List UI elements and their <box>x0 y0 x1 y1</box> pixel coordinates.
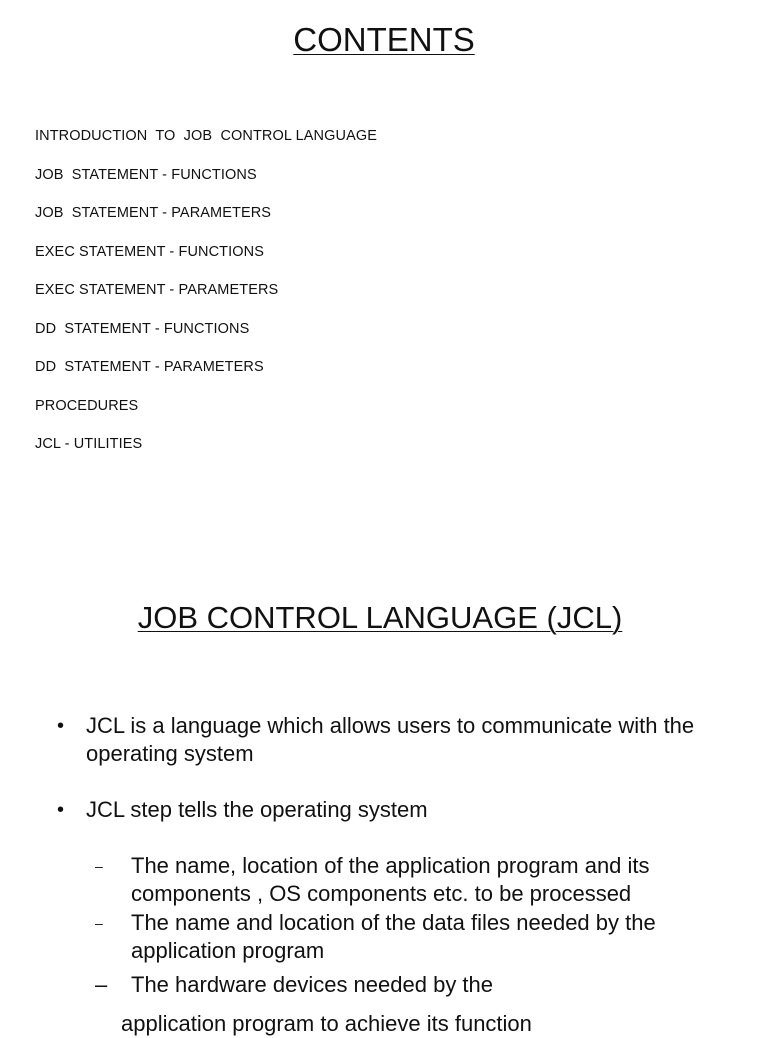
bullet-dot-icon: • <box>57 799 65 821</box>
contents-item: PROCEDURES <box>35 397 139 414</box>
bullet-text: JCL is a language which allows users to communicate with the operating system <box>86 713 695 766</box>
contents-item: DD STATEMENT - FUNCTIONS <box>35 320 250 337</box>
contents-item: JOB STATEMENT - FUNCTIONS <box>35 166 257 183</box>
contents-item: JOB STATEMENT - PARAMETERS <box>35 205 272 221</box>
sub-bullet-item <box>95 909 715 965</box>
jcl-slide <box>0 520 768 1036</box>
dash-icon: – <box>95 972 108 997</box>
contents-title: CONTENTS <box>293 21 475 58</box>
contents-item: INTRODUCTION TO JOB CONTROL LANGUAGE <box>35 128 378 144</box>
contents-list <box>35 124 377 471</box>
sub-bullet-text: The name and location of the data files needed by the application program <box>131 910 656 963</box>
continuation-text: application program to achieve its function <box>121 1011 532 1036</box>
bullet-item <box>57 796 717 824</box>
bullet-dot-icon: • <box>57 715 65 737</box>
dash-icon: – <box>95 858 103 874</box>
bullet-text: JCL step tells the operating system <box>86 797 428 822</box>
contents-item: JCL - UTILITIES <box>35 436 143 452</box>
bullet-item <box>57 712 717 768</box>
sub-bullet-item <box>95 852 715 908</box>
contents-item: DD STATEMENT - PARAMETERS <box>35 359 264 375</box>
dash-icon: – <box>95 915 103 931</box>
sub-bullet-item <box>95 971 715 999</box>
sub-bullet-text: The hardware devices needed by the <box>131 972 494 997</box>
jcl-title: JOB CONTROL LANGUAGE (JCL) <box>137 600 623 635</box>
contents-item: EXEC STATEMENT - PARAMETERS <box>35 282 279 298</box>
contents-item: EXEC STATEMENT - FUNCTIONS <box>35 243 264 260</box>
sub-bullet-text: The name, location of the application program and its components , OS components etc. to be processed <box>131 853 650 906</box>
